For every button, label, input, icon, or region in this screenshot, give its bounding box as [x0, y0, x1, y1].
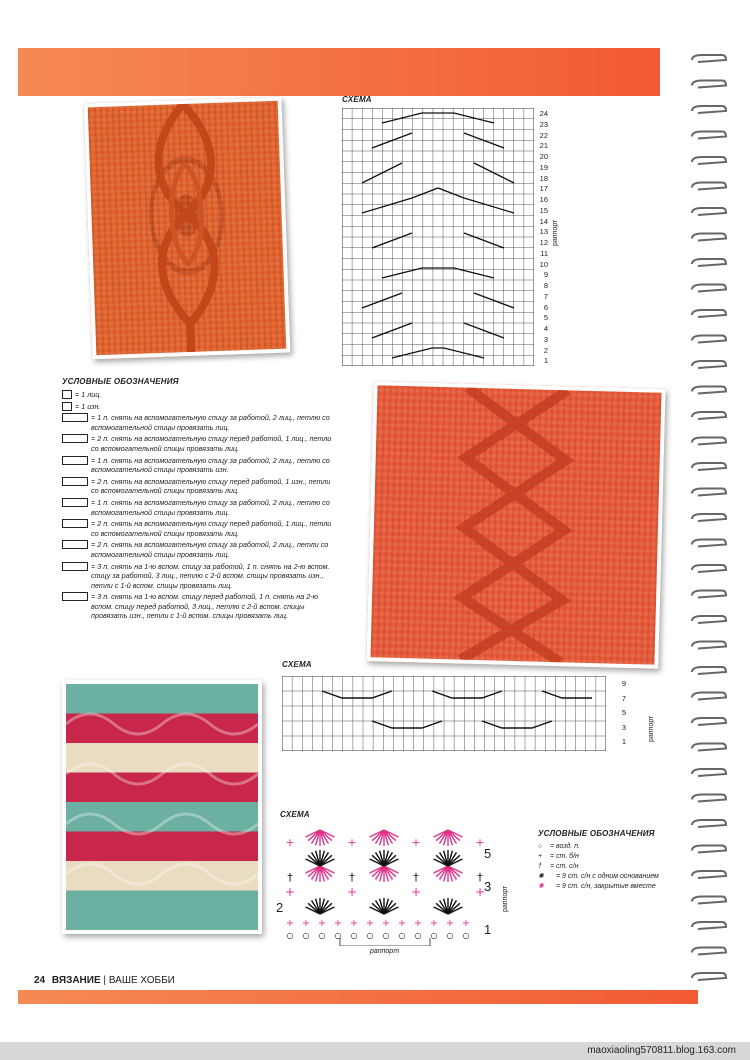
spiral-ring	[692, 234, 726, 241]
spiral-ring	[692, 591, 726, 598]
cluster-icon: ✺	[538, 883, 544, 890]
spiral-ring	[692, 310, 726, 317]
legend-item: = 2 п. снять на вспомогательную спицу за работой, 2 лиц., петли со вспомогательной спицы провязать лиц.	[62, 540, 332, 559]
legend-item: = 1 п. снять на вспомогательную спицу за работой, 2 лиц., петлю со вспомогательной спицы провязать изн.	[62, 456, 332, 475]
section-name: ВАШЕ ХОББИ	[108, 975, 175, 986]
mid-chart-repeat-label: раппорт	[648, 715, 655, 742]
spiral-ring	[692, 795, 726, 802]
row-number: 24	[539, 109, 548, 118]
row-number: 3	[621, 722, 626, 732]
crochet-symbol: +	[445, 918, 455, 929]
page-footer: 24 ВЯЗАНИЕ | ВАШЕ ХОББИ	[34, 975, 175, 986]
spiral-ring	[692, 565, 726, 572]
legend-item: = 2 п. снять на вспомогательную спицу перед работой, 1 изн., петли со вспомогательной спицы провязать лиц.	[62, 477, 332, 496]
crochet-symbol: ○	[462, 931, 470, 940]
spiral-ring	[692, 157, 726, 164]
spiral-ring	[692, 438, 726, 445]
crochet-symbol: +	[346, 885, 358, 899]
row-number: 5	[621, 708, 626, 717]
row-number: 19	[539, 162, 548, 172]
crochet-symbol: ○	[382, 931, 390, 940]
row-number: 6	[543, 302, 548, 312]
crochet-symbol: +	[285, 836, 295, 849]
row-number: 3	[543, 334, 548, 344]
spiral-ring	[692, 744, 726, 751]
spiral-ring	[692, 132, 726, 139]
row-number: 16	[539, 195, 548, 204]
spiral-ring	[692, 667, 726, 674]
crochet-symbol: +	[397, 918, 407, 929]
crochet-legend-title: УСЛОВНЫЕ ОБОЗНАЧЕНИЯ	[538, 829, 655, 838]
spiral-ring	[692, 616, 726, 623]
stitch-symbol-icon	[62, 402, 72, 411]
row-number: 1	[621, 737, 626, 746]
shell-icon: ✺	[538, 873, 544, 880]
row-number: 5	[543, 313, 548, 323]
crochet-row-1: 1	[484, 922, 492, 937]
legend-item: = 2 п. снять на вспомогательную спицу перед работой, 1 лиц., петли со вспомогательной спицы провязать лиц.	[62, 519, 332, 538]
crochet-symbol: ○	[302, 931, 310, 940]
spiral-ring	[692, 948, 726, 955]
crochet-symbol: †	[477, 871, 483, 884]
crochet-symbol: ○	[446, 931, 454, 940]
crochet-symbol: +	[410, 885, 422, 899]
row-number: 12	[539, 238, 548, 247]
spiral-ring	[692, 106, 726, 113]
crochet-symbol: ○	[286, 931, 294, 940]
crochet-symbol: +	[381, 918, 391, 929]
stitch-legend	[62, 390, 332, 623]
stitch-symbol-icon	[62, 390, 72, 399]
crochet-symbol: +	[317, 918, 327, 929]
spiral-ring	[692, 846, 726, 853]
crochet-symbol: +	[347, 836, 357, 849]
row-number: 11	[540, 248, 548, 258]
crochet-symbol: +	[474, 885, 486, 899]
crochet-symbol: ○	[350, 931, 358, 940]
crochet-symbol: †	[287, 871, 293, 884]
legend-item: = 3 п. снять на 1-ю вспом. спицу перед работой, 1 п. снять на 2-ю вспом. спицу перед работой, 3 лиц., петлю с 2-й вспом. спицы провязать изн., петли с 1-й вспом. спицы провязать лиц.	[62, 592, 332, 621]
crochet-symbol: +	[429, 918, 439, 929]
row-number: 4	[543, 324, 548, 333]
stitch-symbol-icon	[62, 456, 88, 465]
crochet-symbol: ○	[414, 931, 422, 940]
stitch-symbol-icon	[62, 434, 88, 443]
crochet-symbol: +	[413, 918, 423, 929]
crochet-symbol: +	[301, 918, 311, 929]
spiral-ring	[692, 489, 726, 496]
spiral-ring	[692, 259, 726, 266]
crochet-symbol: ○	[398, 931, 406, 940]
crochet-symbol: ○	[430, 931, 438, 940]
credit-bar	[0, 1042, 750, 1060]
crochet-repeat-label: раппорт	[370, 948, 400, 955]
spiral-ring	[692, 55, 726, 62]
row-number: 15	[539, 205, 548, 215]
crochet-symbol: ○	[318, 931, 326, 940]
crochet-row-2: 2	[276, 900, 284, 915]
stitch-symbol-icon	[62, 592, 88, 601]
stitch-symbol-icon	[62, 477, 88, 486]
sc-icon: +	[538, 853, 543, 860]
row-number: 21	[539, 141, 548, 151]
crochet-symbol: +	[461, 918, 471, 929]
spiral-ring	[692, 336, 726, 343]
row-number: 23	[539, 119, 548, 129]
spiral-ring	[692, 922, 726, 929]
stitch-symbol-icon	[62, 540, 88, 549]
spiral-ring	[692, 540, 726, 547]
legend-item: = 2 п. снять на вспомогательную спицу перед работой, 1 лиц., петли со вспомогательной спицы провязать лиц.	[62, 434, 332, 453]
row-number: 22	[539, 130, 548, 140]
stitch-symbol-icon	[62, 562, 88, 571]
crochet-symbol: +	[285, 918, 295, 929]
header-bar	[18, 48, 660, 96]
legend-item: = 1 изн.	[62, 402, 332, 412]
spiral-ring	[692, 718, 726, 725]
stitch-symbol-icon	[62, 413, 88, 422]
spiral-ring	[692, 871, 726, 878]
spiral-ring	[692, 769, 726, 776]
crochet-symbol: +	[349, 918, 359, 929]
row-number: 9	[543, 270, 548, 280]
mid-chart-row-numbers	[612, 677, 626, 750]
row-number: 17	[539, 184, 548, 194]
crochet-symbol: +	[333, 918, 343, 929]
spiral-binding	[688, 50, 728, 1000]
row-number: 14	[539, 216, 548, 226]
spiral-ring	[692, 412, 726, 419]
row-number: 9	[621, 679, 626, 688]
legend-item: = 1 лиц.	[62, 390, 332, 400]
crochet-symbol: +	[284, 885, 296, 899]
spiral-ring	[692, 387, 726, 394]
knit-photo-cable	[84, 97, 291, 360]
chain-icon: ○	[538, 843, 543, 850]
legend-item: = 1 п. снять на вспомогательную спицу за работой, 2 лиц., петлю со вспомогательной спицы провязать лиц.	[62, 498, 332, 517]
crochet-symbol: ○	[366, 931, 374, 940]
crochet-photo-ripple	[62, 680, 262, 934]
spiral-ring	[692, 361, 726, 368]
mid-chart-title: СХЕМА	[282, 660, 312, 669]
footer-bar	[18, 990, 698, 1004]
crochet-repeat-vertical: раппорт	[502, 885, 509, 912]
dc-icon: †	[538, 863, 542, 870]
stitch-symbol-icon	[62, 498, 88, 507]
legend-title: УСЛОВНЫЕ ОБОЗНАЧЕНИЯ	[62, 377, 179, 386]
spiral-ring	[692, 820, 726, 827]
spiral-ring	[692, 208, 726, 215]
crochet-chart-title: СХЕМА	[280, 810, 310, 819]
row-number: 10	[539, 259, 548, 269]
mid-chart-grid	[282, 676, 606, 751]
crochet-symbol: ○	[334, 931, 342, 940]
top-chart-grid	[342, 108, 534, 366]
spiral-ring	[692, 285, 726, 292]
spiral-ring	[692, 642, 726, 649]
crochet-chart	[280, 826, 490, 946]
crochet-symbol: †	[349, 871, 355, 884]
spiral-ring	[692, 81, 726, 88]
crochet-row-5: 5	[484, 846, 492, 861]
crochet-legend: ○ = возд. п. + = ст. б/н † = ст. с/н ✺ = 9 ст. с/н с одним основанием ✺ = 9 ст. с/н, закрытые вместе	[538, 843, 659, 890]
spiral-ring	[692, 897, 726, 904]
spiral-ring	[692, 463, 726, 470]
stitch-symbol-icon	[62, 519, 88, 528]
row-number: 13	[539, 227, 548, 237]
crochet-symbol: †	[413, 871, 419, 884]
spiral-ring	[692, 973, 726, 980]
crochet-row-3: 3	[484, 879, 492, 894]
spiral-ring	[692, 693, 726, 700]
row-number: 2	[543, 345, 548, 355]
row-number: 7	[543, 291, 548, 301]
spiral-ring	[692, 183, 726, 190]
spiral-ring	[692, 514, 726, 521]
row-number: 1	[543, 356, 548, 366]
knit-photo-braid	[366, 381, 665, 669]
crochet-symbol: +	[475, 836, 485, 849]
magazine-name: ВЯЗАНИЕ	[51, 975, 101, 986]
crochet-symbol: +	[365, 918, 375, 929]
row-number: 7	[621, 693, 626, 703]
top-chart-repeat-label: раппорт	[552, 219, 559, 246]
row-number: 8	[543, 281, 548, 290]
legend-item: = 1 п. снять на вспомогательную спицу за работой, 2 лиц., петлю со вспомогательной спицы провязать лиц.	[62, 413, 332, 432]
crochet-symbol: +	[411, 836, 421, 849]
top-chart-row-numbers	[534, 109, 548, 367]
legend-item: = 3 п. снять на 1-ю вспом. спицу за работой, 1 п. снять на 2-ю вспом. спицу за работой, 3 лиц., петлю с 2-й вспом. спицы провязать изн., петли с 1-й вспом. спицы провязать лиц.	[62, 562, 332, 591]
row-number: 18	[539, 173, 548, 183]
top-chart-title: СХЕМА	[342, 95, 372, 104]
page-number: 24	[34, 975, 46, 986]
row-number: 20	[539, 152, 548, 161]
credit-text: maoxiaoling570811.blog.163.com	[587, 1045, 736, 1056]
